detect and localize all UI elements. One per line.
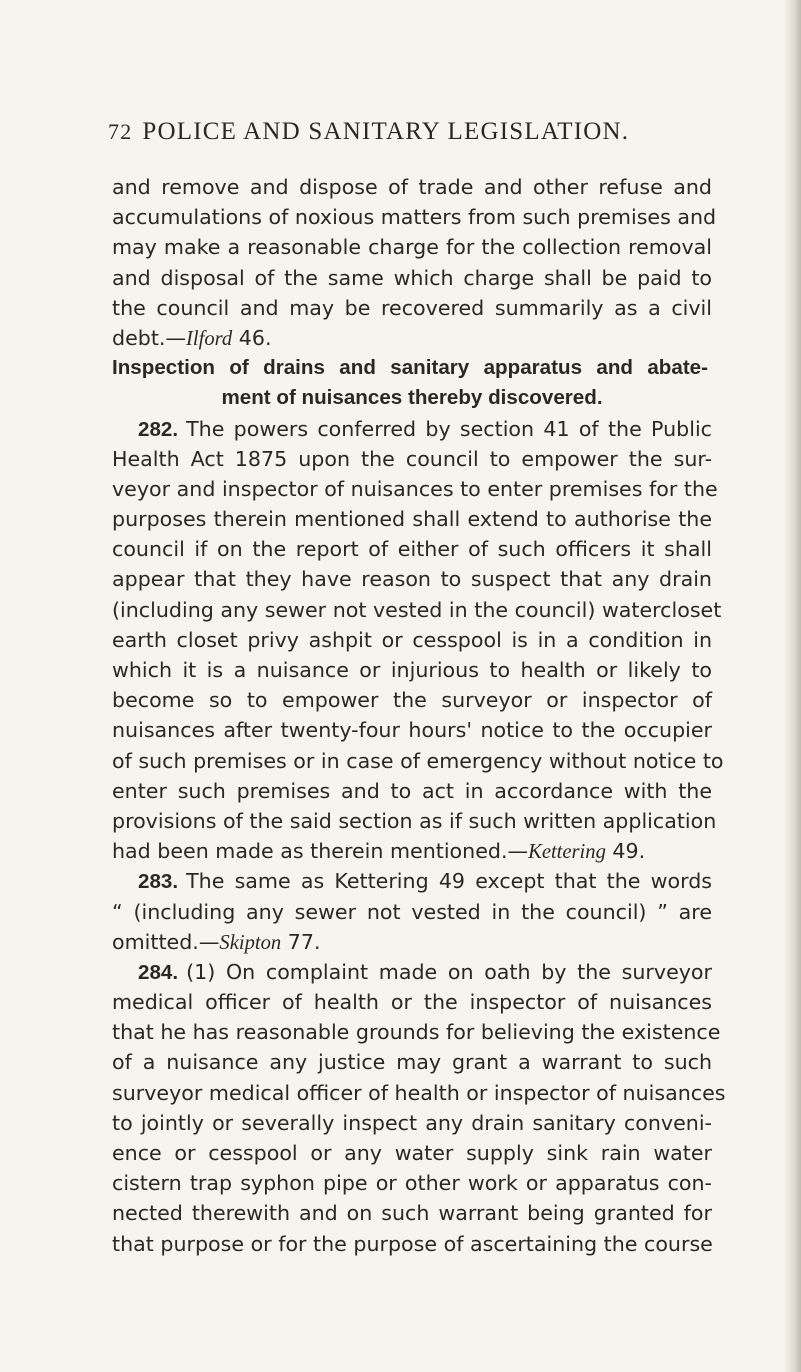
section-heading: Inspection of drains and sanitary apparatus and abate- [112, 356, 708, 380]
text-line: purposes therein mentioned shall extend to authorise the [112, 507, 712, 532]
text-line [112, 927, 712, 957]
paragraph-first-line [112, 957, 712, 987]
text-line: “ (including any sewer not vested in the council) ” are [112, 899, 712, 924]
text-line: council if on the report of either of such officers it shall [112, 537, 712, 562]
citation-number: 77. [281, 929, 321, 954]
text-line: become so to empower the surveyor or inspector of [112, 688, 712, 713]
text-line: surveyor medical officer of health or inspector of nuisances [112, 1080, 726, 1105]
citation: Kettering [528, 841, 606, 864]
citation: Skipton [219, 931, 282, 954]
text-line: to jointly or severally inspect any drain sanitary conveni- [112, 1110, 712, 1135]
text-line: Health Act 1875 upon the council to empower the sur- [112, 446, 712, 471]
paragraph-first-line [112, 414, 712, 444]
text-line: nected therewith and on such warrant being granted for [112, 1201, 712, 1226]
text-fragment: The powers conferred by section 41 of the Public [186, 416, 712, 441]
citation-number: 49. [605, 839, 646, 864]
text-line: and disposal of the same which charge shall be paid to [112, 265, 712, 290]
page-edge-shadow [783, 0, 801, 1372]
text-line: and remove and dispose of trade and other refuse and [112, 175, 712, 199]
section-number: 283. [138, 870, 179, 894]
text-line: (including any sewer not vested in the council) watercloset [112, 597, 722, 622]
body-text [112, 172, 726, 1259]
text-line: earth closet privy ashpit or cesspool is in a condition in [112, 627, 712, 652]
text-line: the council and may be recovered summarily as a civil [112, 295, 712, 320]
text-line: that purpose or for the purpose of ascertaining the course [112, 1231, 713, 1256]
text-line: medical officer of health or the inspector of nuisances [112, 990, 712, 1015]
text-line: may make a reasonable charge for the collection removal [112, 235, 712, 260]
text-line: enter such premises and to act in accordance with the [112, 778, 712, 803]
text-fragment: (1) On complaint made on oath by the surveyor [186, 959, 712, 984]
citation-number: 46. [232, 325, 272, 350]
text-fragment: The same as Kettering 49 except that the words [186, 869, 712, 894]
page-number: 72 [108, 119, 133, 144]
section-number: 284. [138, 960, 179, 984]
text-fragment: omitted.— [112, 929, 220, 954]
citation: Ilford [186, 327, 233, 350]
text-line: cistern trap syphon pipe or other work or apparatus con- [112, 1171, 712, 1196]
text-line: appear that they have reason to suspect that any drain [112, 567, 712, 592]
running-title: POLICE AND SANITARY LEGISLATION. [142, 118, 630, 145]
text-line: of such premises or in case of emergency without notice to [112, 748, 724, 773]
text-line: accumulations of noxious matters from such premises and [112, 205, 717, 230]
section-heading: ment of nuisances thereby discovered. [221, 386, 603, 410]
section-number: 282. [138, 417, 179, 441]
text-line [112, 836, 712, 866]
text-fragment: debt.— [112, 325, 187, 350]
text-line: veyor and inspector of nuisances to enter premises for the [112, 476, 718, 501]
running-header [108, 118, 708, 146]
text-line: nuisances after twenty-four hours' notice to the occupier [112, 718, 712, 743]
text-line: ence or cesspool or any water supply sink rain water [112, 1141, 712, 1165]
text-fragment: had been made as therein mentioned.— [112, 839, 529, 864]
text-line: of a nuisance any justice may grant a warrant to such [112, 1050, 712, 1075]
paragraph-first-line [112, 866, 712, 896]
text-line: that he has reasonable grounds for believing the existence [112, 1020, 721, 1045]
text-line: provisions of the said section as if such written application [112, 808, 717, 833]
text-line [112, 323, 712, 353]
text-line: which it is a nuisance or injurious to health or likely to [112, 658, 712, 682]
